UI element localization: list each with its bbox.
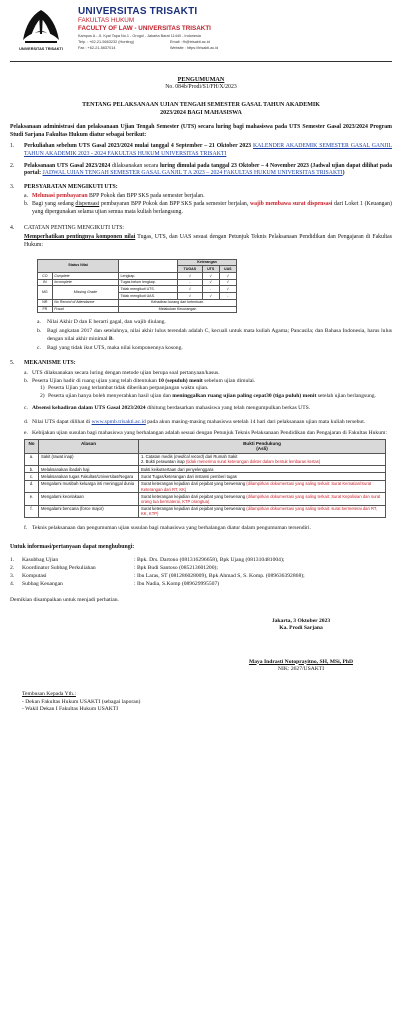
list-item: d. Nilai UTS dapat dilihat di www.spmb.trisakti.ac.id pada akun masing-masing mahasiswa setelah 14 hari dari pelaksanaan ujian mata kuliah tersebut. bbox=[24, 419, 366, 426]
make-up-exam-table bbox=[24, 439, 386, 518]
list-item: 4. Subbag Keuangan : Ibu Nadia, S.Komp (089629995507) bbox=[10, 581, 220, 588]
table-row: CO Complete Lengkap. √ √ √ bbox=[38, 273, 237, 280]
section-3 bbox=[10, 184, 392, 217]
contacts-title: Untuk informasi/pertanyaan dapat menghubungi: bbox=[10, 544, 135, 551]
list-item: 1) Peserta Ujian yang terlambat tidak diberikan perpanjangan waktu ujian. bbox=[40, 385, 209, 392]
mechanism-list bbox=[24, 370, 392, 438]
header-bukti: Bukti Pendukung (Asli) bbox=[139, 440, 386, 453]
announcement-title: PENGUMUMAN bbox=[177, 76, 225, 83]
place-date: Jakarta, 3 Oktober 2023 bbox=[271, 617, 331, 624]
signatory-nik: NIK: 2627/USAKTI bbox=[277, 666, 325, 673]
section-5 bbox=[10, 360, 392, 368]
section-3-number: 3. bbox=[10, 184, 15, 191]
table-row: b. Melaksanakan ibadah haji Bukti keikutsertaan dari penyelenggara bbox=[25, 465, 386, 472]
intro-paragraph: Pelaksanaan administrasi dan pelaksanaan Ujian Tengah Semester (UTS) secara luring bagi mahasiswa pada UTS Semester Gasal 2023/2024 Program Studi Sarjana Fakultas Hukum diatur sebagai berikut: bbox=[10, 124, 392, 138]
faculty-name-en: FACULTY OF LAW - UNIVERSITAS TRISAKTI bbox=[78, 24, 211, 32]
dispensation-text-3: dari Loket 1 (Keuangan) yang dipergunakan selama ujian semua mata kuliah berlangsung. bbox=[32, 201, 392, 215]
list-item: 3. Komputasi : Ibu Laras, ST (081286028009), Bpk Ahmad S, S. Komp. (089636392868); bbox=[10, 573, 305, 580]
section-2 bbox=[10, 163, 392, 178]
list-item: f. Teknis pelaksanaan dan pengumuman ujian susulan bagi mahasiswa yang berhalangan diatur dalam pengumuman tersendiri. bbox=[24, 525, 311, 532]
table-row: IN Incomplete Tugas belum lengkap. - √ √ bbox=[38, 279, 237, 286]
tel: : +62-21-5663232 (Hunting) bbox=[87, 40, 134, 44]
announcement-number: No. 084b/Prodi/S1/FH/X/2023 bbox=[165, 84, 237, 91]
table-row: e. Mengalami kecelakaan Surat keterangan kejadian dari pejabat yang berwenang (dilampirkan dokumentasi yang saling terkait: Surat Kepolisian dan surat orang tua bermaterai, KTP orangtua) bbox=[25, 493, 386, 505]
header-status: Status Nilai bbox=[38, 259, 119, 272]
signatory-name: Maya Indrasti Notoprayitno, SH, MSi, PhD bbox=[248, 658, 354, 665]
dispensation-word: dispensasi bbox=[75, 201, 100, 208]
tel-label: Telp. bbox=[78, 40, 87, 44]
subject bbox=[10, 102, 392, 118]
table-row: FR Fraud Melakukan Kecurangan bbox=[38, 306, 237, 313]
contacts-list bbox=[10, 556, 392, 588]
grade-components-note: Memperhatikan pentingnya komponen nilai bbox=[24, 234, 136, 241]
email[interactable]: : fh@trisakti.ac.id bbox=[180, 40, 210, 44]
header-alasan: Alasan bbox=[39, 440, 139, 453]
section-4-title: CATATAN PENTING MENGIKUTI UTS: bbox=[24, 224, 125, 231]
payment-text: BPP Pokok dan BPP SKS pada semester berjalan. bbox=[87, 192, 205, 199]
fax-label: Fax bbox=[78, 46, 85, 50]
logo bbox=[10, 6, 72, 52]
grade-components-text: Tugas, UTS, dan UAS sesuai dengan Petunjuk Teknis Pelaksanaan Pendidikan dan Pengajaran di Fakultas Hukum: bbox=[24, 234, 392, 248]
list-item: b. Peserta Ujian hadir di ruang ujian yang telah ditentukan 10 (sepuluh) menit sebelum ujian dimulai. 1) Peserta Ujian yang terlambat tidak diberikan perpanjangan waktu ujian. 2) Peserta ujian hanya boleh menyerahkan hasil ujian dan meninggalkan ruang ujian paling cepat30 (tiga puluh) menit setelah ujian berlangsung. bbox=[24, 378, 392, 400]
header-tugas: TUGAS bbox=[177, 266, 202, 273]
table-row: d. Mengalami musibah keluarga inti meninggal dunia Surat keterangan kejadian dari pejabat yang berwenang (dilampirkan dokumentasi yang saling terkait: Surat Kematian/Surat Keterangan dari RT, KK) bbox=[25, 480, 386, 492]
section-4-number: 4. bbox=[10, 224, 15, 231]
dispensation-text: Bagi yang sedang bbox=[32, 201, 76, 208]
section-5-title: MEKANISME UTS: bbox=[24, 359, 76, 366]
signatory-role: Ka. Prodi Sarjana bbox=[279, 625, 323, 632]
university-name: UNIVERSITAS TRISAKTI bbox=[78, 6, 198, 17]
website-label: Website bbox=[170, 46, 184, 50]
table-row: Tidak mengikuti UAS. √ √ - bbox=[38, 293, 237, 300]
university-logo-icon bbox=[19, 6, 63, 46]
section-1-text: Perkuliahan sebelum UTS Gasal 2023/2024 mulai tanggal 4 September – 21 Oktober 2023 bbox=[24, 143, 253, 150]
closing-text: Demikian disampaikan untuk menjadi perhatian. bbox=[10, 596, 119, 603]
signature-block bbox=[226, 618, 376, 674]
spmb-link[interactable]: www.spmb.trisakti.ac.id bbox=[91, 419, 146, 426]
header-uas: UAS bbox=[219, 266, 236, 273]
list-item: 2) Peserta ujian hanya boleh menyerahkan hasil ujian dan meninggalkan ruang ujian paling cepat30 (tiga puluh) menit setelah ujian berlangsung. bbox=[40, 392, 376, 399]
email-label: Email bbox=[170, 40, 180, 44]
carbon-copy bbox=[22, 691, 392, 713]
section-1 bbox=[10, 143, 392, 158]
header-no: No bbox=[25, 440, 39, 453]
list-item: a. Nilai Akhir D dan E berarti gagal, dan wajib diulang. bbox=[37, 319, 166, 326]
letterhead bbox=[10, 6, 392, 62]
section-2-dates: dimulai pada tanggal 23 Oktober – 4 November 2023 (Jadwal ujian dapat dilihat pada portal: bbox=[24, 162, 393, 177]
grade-status-table bbox=[37, 259, 237, 314]
table-row: NR No Record of Attendance Kehadiran kurang dari ketentuan. bbox=[38, 299, 237, 306]
header-uts: UTS bbox=[202, 266, 219, 273]
section-1-number: 1. bbox=[10, 143, 15, 150]
list-item: e. Kebijakan ujian susulan bagi mahasiswa yang berhalangan adalah sesuai dengan Petunjuk Teknis Pelaksanaan Pendidikan dan Pengajaran di Fakultas Hukum: bbox=[24, 429, 387, 436]
exam-schedule-link[interactable]: JADWAL UJIAN TENGAH SEMESTER GASAL GANJIL T A 2023 – 2024 FAKULTAS HUKUM UNIVERSITAS TRISAKTI bbox=[42, 170, 343, 177]
cc-item: - Wakil Dekan I Fakultas Hukum USAKTI bbox=[22, 706, 119, 713]
payment-note: Melunasi pembayaran bbox=[32, 192, 88, 199]
section-4 bbox=[10, 225, 392, 250]
header-keterangan: Keterangan bbox=[177, 259, 236, 266]
faculty-name: FAKULTAS HUKUM bbox=[78, 17, 135, 24]
section-5-number: 5. bbox=[10, 359, 15, 366]
list-item: 1. Kasubbag Ujian : Bpk. Drs. Dartono (081316296658), Bpk Ujang (081310481004); bbox=[10, 557, 285, 564]
table-row: a. Sakit (rawat inap) 1. Catatan medis (medical record) dari Rumah Sakit 2. Bukti perawatan inap (tidak menerima surat keterangan dokter dalam bentuk lembaran kertas) bbox=[25, 453, 386, 465]
section-2-number: 2. bbox=[10, 162, 15, 169]
section-2-luring: luring bbox=[159, 162, 176, 169]
item-letter: a. bbox=[24, 192, 29, 199]
item-letter: b. bbox=[24, 201, 29, 208]
grade-notes bbox=[37, 319, 392, 352]
dispensation-required: wajib membawa surat dispensasi bbox=[249, 201, 333, 208]
table-row: f. Mengalami bencana (force major) Surat keterangan kejadian dari pejabat yang berwenang (dilampirkan dokumentasi yang saling terkait: surat bermeterai dari RT, KK, KTP) bbox=[25, 505, 386, 517]
list-item: c. Absensi kehadiran dalam UTS Gasal 2023/2024 dihitung berdasarkan mahasiswa yang telah mengumpulkan berkas UTS. bbox=[24, 405, 311, 412]
subject-line-2: 2023/2024 BAGI MAHASISWA bbox=[160, 109, 242, 116]
table-row: MG Missing Grade Tidak mengikuti UTS. √ - √ bbox=[38, 286, 237, 293]
section-3-title: PERSYARATAN MENGIKUTI UTS: bbox=[24, 184, 118, 191]
address: Kampus A - Jl. Kyai Tapa No.1 - Grogol - Jakarta Barat 11440 - Indonesia bbox=[78, 34, 201, 38]
section-2-close: ) bbox=[342, 170, 345, 177]
website[interactable]: : https://trisakti.ac.id bbox=[184, 46, 219, 50]
list-item: 2. Koordinator Subbag Perkuliahan : Bpk Budi Santoso (085213601200); bbox=[10, 565, 218, 572]
mechanism-list-f bbox=[24, 525, 392, 532]
dispensation-text-2: pembayaran BPP Pokok dan BPP SKS pada semester berjalan, bbox=[99, 201, 250, 208]
logo-caption: UNIVERSITAS TRISAKTI bbox=[19, 47, 63, 51]
section-2-text: dilaksanakan secara bbox=[110, 162, 160, 169]
academic-calendar-link[interactable]: KALENDER AKADEMIK SEMESTER GASAL GANJIL TAHUN AKADEMIK 2023 - 2024 FAKULTAS HUKUM UNIVERSITAS TRISAKTI bbox=[24, 143, 393, 158]
subject-line-1: TENTANG PELAKSANAAN UJIAN TENGAH SEMESTER GASAL TAHUN AKADEMIK bbox=[82, 101, 320, 108]
cc-title: Tembusan Kepada Yth.: bbox=[22, 691, 76, 698]
fax: : +62-21-5637014 bbox=[85, 46, 116, 50]
list-item: c. Bagi yang tidak ikut UTS, maka nilai komponennya kosong. bbox=[37, 344, 183, 351]
list-item: b. Bagi angkatan 2017 dan setelahnya, nilai akhir lulus terendah adalah C, kecuali untuk mata kuliah Agama; Pancasila; dan Bahasa Indonesia, harus lulus dengan nilai akhir minimal B. bbox=[37, 328, 392, 342]
cc-item: - Dekan Fakultas Hukum USAKTI (sebagai laporan) bbox=[22, 698, 141, 705]
list-item: a. UTS dilaksanakan secara luring dengan metode ujian berupa soal pertanyaan/kasus. bbox=[24, 369, 220, 376]
table-row: c. Melaksanakan tugas Fakultas/Universitas/Negara Surat Tugas/keterangan dari instansi pemberi tugas bbox=[25, 473, 386, 480]
section-2-lead: Pelaksanaan UTS Gasal 2023/2024 bbox=[24, 162, 111, 169]
